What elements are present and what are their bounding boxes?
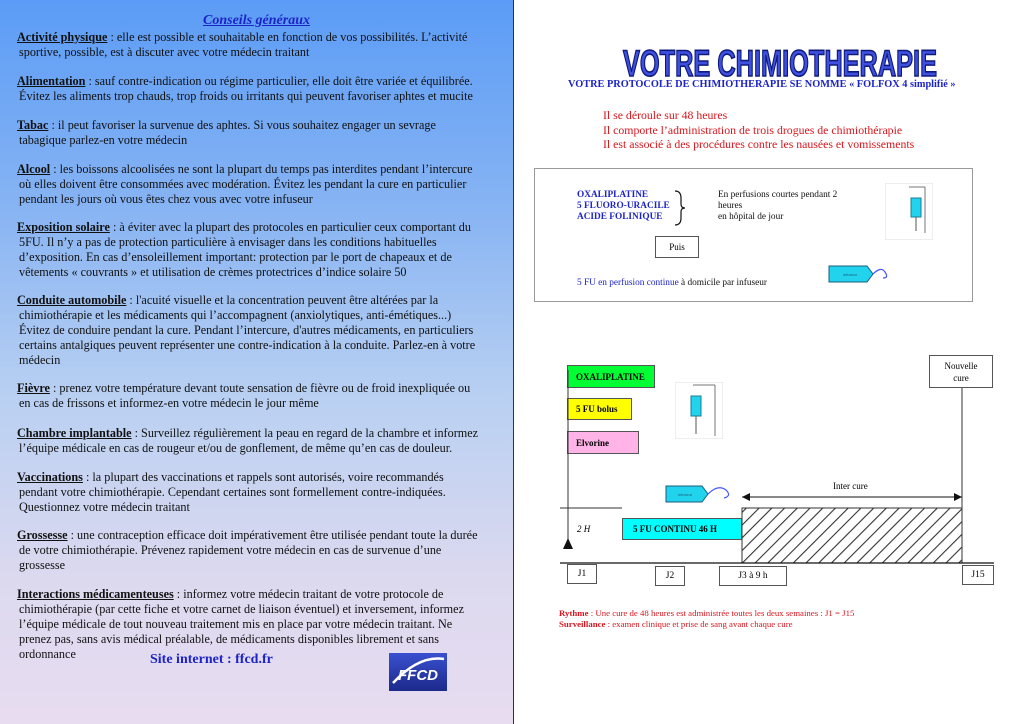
section-line: où elles doivent être consommées avec modération. Évitez les pendant la cure en particulier <box>19 177 467 191</box>
advice-section <box>17 118 507 148</box>
day-j15: J15 <box>962 565 994 585</box>
iv-bag-icon <box>885 183 933 240</box>
section-line: grossesse <box>19 558 66 572</box>
section-text: : il peut favoriser la survenue des aphtes. Si vous souhaitez engager un sevrage <box>48 118 436 132</box>
section-text: : Surveillez régulièrement la peau en regard de la chambre et informez <box>131 426 479 440</box>
intercure-label: Inter cure <box>833 481 868 491</box>
svg-text:VOTRE CHIMIOTHERAPIE: VOTRE CHIMIOTHERAPIE <box>623 43 937 84</box>
section-heading: Chambre implantable <box>17 426 132 440</box>
section-heading: Alcool <box>17 162 51 176</box>
section-line: chimiothérapie (par cette fiche et votre carnet de liaison éventuel) et inversement, informez <box>19 602 464 616</box>
perfusion-note <box>718 190 858 223</box>
section-line: chimiothérapie et les médicaments qui l’accompagnent (anxiolytiques, anti-émétiques...) <box>19 308 452 322</box>
section-first-line <box>17 220 507 235</box>
advice-section <box>17 74 507 104</box>
section-line: pendant votre chimiothérapie. Cependant certaines sont formellement contre-indiquées. <box>19 485 446 499</box>
section-text: : la plupart des vaccinations et rappels sont autorisés, voire recommandés <box>82 470 444 484</box>
section-line: Évitez les aliments trop chauds, trop froids ou irritants qui peuvent favoriser aphtes et mucite <box>19 89 473 103</box>
advice-section <box>17 30 507 60</box>
section-line: l’équipe médicale en cas de rougeur et/ou de gonflement, de même qu’en cas de douleur. <box>19 441 453 455</box>
section-first-line <box>17 470 507 485</box>
section-line: de votre chimiothérapie. Prévenez rapidement votre médecin en cas de survenue d’une <box>19 543 442 557</box>
rythme-note <box>559 608 854 630</box>
drug-item: OXALIPLATINE <box>577 190 649 200</box>
section-text: : à éviter avec la plupart des protocoles en particulier ceux comportant du <box>109 220 471 234</box>
ffcd-logo <box>389 653 447 691</box>
day-j3: J3 à 9 h <box>719 566 787 586</box>
section-line: 5FU. Il n’y a pas de protection particulière à envisager dans les conditions habituelles <box>19 235 437 249</box>
fu-black: à domicile par infuseur <box>678 278 768 288</box>
section-text: : sauf contre-indication ou régime particulier, elle doit être variée et équilibrée. <box>85 74 473 88</box>
infuser-icon <box>823 258 893 290</box>
site-link[interactable]: Site internet : ffcd.fr <box>150 652 273 667</box>
section-line: en cas de frissons et informez-en votre médecin le jour même <box>19 396 319 410</box>
perf-line: En perfusions courtes pendant 2 <box>718 190 838 200</box>
infuser-label: infuseur <box>843 272 858 277</box>
section-heading: Exposition solaire <box>17 220 110 234</box>
section-text: : une contraception efficace doit impérativement être utilisée pendant toute la durée <box>67 528 478 542</box>
fu-blue: 5 FU en perfusion continue <box>577 278 679 288</box>
section-heading: Grossesse <box>17 528 68 542</box>
nouvelle-cure-box <box>929 355 993 388</box>
info-line: Il est associé à des procédures contre les nausées et vomissements <box>603 137 915 151</box>
section-line: Questionnez votre médecin traitant <box>19 500 190 514</box>
section-heading: Interactions médicamenteuses <box>17 587 174 601</box>
section-line: l’équipe médicale de tout nouveau traitement mis en place par votre médecin traitant. Ne <box>19 617 453 631</box>
bar-5fu-bolus: 5 FU bolus <box>567 398 632 420</box>
advice-section <box>17 220 507 280</box>
bar-5fu-continu: 5 FU CONTINU 46 H <box>622 518 742 540</box>
section-line: d’exposition. En cas d’ensoleillement important: protection par le port de chapeaux et de <box>19 250 452 264</box>
surveillance-label: Surveillance <box>559 619 606 629</box>
fu-line <box>577 278 767 288</box>
section-text: : les boissons alcoolisées ne sont la plupart du temps pas interdites pendant l’intercure <box>50 162 473 176</box>
section-first-line <box>17 381 507 396</box>
advice-section <box>17 587 507 662</box>
surveillance-line <box>559 619 854 630</box>
advice-section <box>17 381 507 411</box>
section-heading: Activité physique <box>17 30 108 44</box>
section-line: certains antalgiques peuvent représenter une contre-indication à la conduite. Parlez-en à votre <box>19 338 476 352</box>
section-heading: Fièvre <box>17 381 50 395</box>
two-h-label: 2 H <box>577 524 591 534</box>
section-heading: Tabac <box>17 118 49 132</box>
drug-item: ACIDE FOLINIQUE <box>577 212 663 222</box>
nc-line: Nouvelle <box>944 361 978 371</box>
section-heading: Conduite automobile <box>17 293 127 307</box>
section-text: : elle est possible et souhaitable en fonction de vos possibilités. L’activité <box>107 30 468 44</box>
section-text: : prenez votre température devant toute sensation de fièvre ou de froid inexpliquée ou <box>49 381 471 395</box>
drug-list <box>577 190 670 223</box>
protocol-line: VOTRE PROTOCOLE DE CHIMIOTHERAPIE SE NOMME « FOLFOX 4 simplifié » <box>568 79 956 90</box>
info-line: Il se déroule sur 48 heures <box>603 108 728 122</box>
section-line: pendant les jours où vous êtes chez vous avec votre infuseur <box>19 192 313 206</box>
perf-line: heures <box>718 201 743 211</box>
section-first-line <box>17 30 507 45</box>
advice-section <box>17 162 507 207</box>
info-line: Il comporte l’administration de trois drogues de chimiothérapie <box>603 122 903 137</box>
rythme-label: Rythme <box>559 608 589 618</box>
page-divider <box>513 0 514 724</box>
section-first-line <box>17 118 507 133</box>
surveillance-text: : examen clinique et prise de sang avant chaque cure <box>605 619 793 629</box>
section-line: médecin <box>19 353 61 367</box>
section-first-line <box>17 162 507 177</box>
section-text: : l'acuité visuelle et la concentration peuvent être altérées par la <box>126 293 439 307</box>
rythme-text: : Une cure de 48 heures est administrée toutes les deux semaines : J1 = J15 <box>588 608 855 618</box>
advice-section <box>17 528 507 573</box>
section-first-line <box>17 587 507 602</box>
section-line: vêtements « couvrants » et utilisation de crèmes protectrices d’indice solaire 50 <box>19 265 407 279</box>
section-heading: Alimentation <box>17 74 86 88</box>
svg-text:FFCD: FFCD <box>398 667 438 684</box>
section-first-line <box>17 426 507 441</box>
section-text: : informez votre médecin traitant de votre protocole de <box>173 587 444 601</box>
bar-elvorine: Elvorine <box>567 431 639 454</box>
nc-line: cure <box>953 373 969 383</box>
advice-section <box>17 426 507 456</box>
advice-section <box>17 293 507 368</box>
left-title: Conseils généraux <box>203 13 310 28</box>
section-line: Évitez de conduire pendant la cure. Pendant l’intercure, d'autres médicaments, en particuliers <box>19 323 474 337</box>
brace-icon <box>674 190 686 226</box>
section-line: prenez pas, sans avis médical préalable, de médicaments disponibles librement et sans <box>19 632 439 646</box>
bar-oxaliplatine: OXALIPLATINE <box>567 365 655 388</box>
section-first-line <box>17 293 507 308</box>
section-heading: Vaccinations <box>17 470 83 484</box>
puis-box: Puis <box>655 236 699 258</box>
section-line: tabagique parlez-en votre médecin <box>19 133 188 147</box>
advice-section <box>17 470 507 515</box>
section-first-line <box>17 74 507 89</box>
section-line: ordonnance <box>19 647 76 661</box>
rythme-line <box>559 608 854 619</box>
day-j1: J1 <box>567 564 597 584</box>
day-j2: J2 <box>655 566 685 586</box>
protocol-info <box>603 108 914 152</box>
drug-item: 5 FLUORO-URACILE <box>577 201 670 211</box>
infuser-label: infuseur <box>678 492 693 497</box>
perf-line: en hôpital de jour <box>718 212 784 222</box>
section-line: sportive, possible, est à discuter avec votre médecin traitant <box>19 45 310 59</box>
section-first-line <box>17 528 507 543</box>
